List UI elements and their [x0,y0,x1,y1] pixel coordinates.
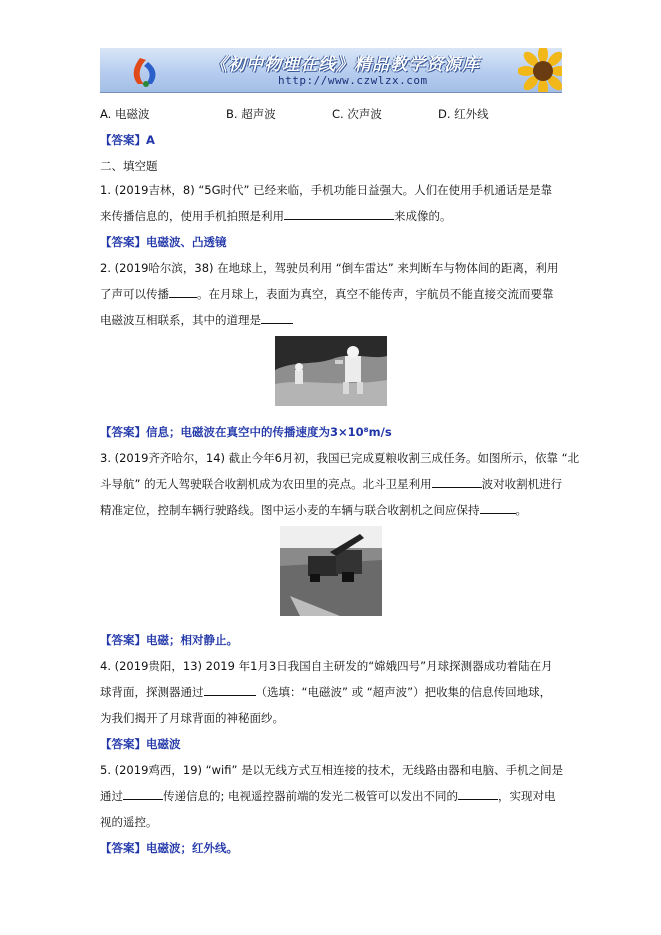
q2-blank-2 [261,313,293,324]
q3-line3: 精准定位，控制车辆行驶路线。图中运小麦的车辆与联合收割机之间应保持 。 [100,503,527,517]
q4-answer: 【答案】电磁波 [100,737,181,751]
q1-line2: 来传播信息的，使用手机拍照是利用 来成像的。 [100,209,452,223]
answer-0: 【答案】A [100,133,155,147]
q5-blank-2 [458,789,498,800]
q4-line1: 4. (2019贵阳，13) 2019 年1月3日我国自主研发的“嫦娥四号”月球探测器成功着陆在月 [100,659,553,673]
q3-line2: 斗导航” 的无人驾驶联合收割机成为农田里的亮点。北斗卫星利用 波对收割机进行 [100,477,563,491]
q3-blank-2 [480,503,516,514]
q3-blank-1 [432,477,482,488]
q1-blank-1 [284,209,394,220]
site-logo-icon [126,54,166,88]
option-a: A. 电磁波 [100,107,150,121]
sunflower-icon [518,48,562,93]
q1-answer: 【答案】电磁波、凸透镜 [100,235,227,249]
q2-line1: 2. (2019哈尔滨，38) 在地球上，驾驶员利用 “倒车雷达” 来判断车与物体间的距离，利用 [100,261,559,275]
q5-answer: 【答案】电磁波；红外线。 [100,841,238,855]
q2-blank-1 [169,287,197,298]
section-heading: 二、填空题 [100,159,158,173]
q3-line1: 3. (2019齐齐哈尔，14) 截止今年6月初，我国已完成夏粮收割三成任务。如图所示，依靠 “北 [100,451,580,465]
option-d: D. 红外线 [438,107,489,121]
banner-title: 《初中物理在线》精品教学资源库 [210,55,480,75]
q4-blank-1 [204,685,256,696]
q2-line2: 了声可以传播 。在月球上，表面为真空，真空不能传声，宇航员不能直接交流而要靠 [100,287,554,301]
q3-answer: 【答案】电磁；相对静止。 [100,633,238,647]
q5-line2: 通过 传递信息的; 电视遥控器前端的发光二极管可以发出不同的 ，实现对电 [100,789,556,803]
harvester-photo [280,526,382,616]
q5-line1: 5. (2019鸡西，19) “wifi” 是以无线方式互相连接的技术，无线路由器和电脑、手机之间是 [100,763,564,777]
q5-line3: 视的遥控。 [100,815,158,829]
q1-line1: 1. (2019吉林，8) “5G时代” 已经来临，手机功能日益强大。人们在使用手机通话是是靠 [100,183,553,197]
banner-url: http://www.czwlzx.com [278,74,428,87]
q4-line2: 球背面，探测器通过 （选填：“电磁波” 或 “超声波”）把收集的信息传回地球， [100,685,552,699]
q2-line3: 电磁波互相联系，其中的道理是 [100,312,293,328]
header-banner [100,48,562,93]
option-c: C. 次声波 [332,107,382,121]
q5-blank-1 [123,789,163,800]
q4-line3: 为我们揭开了月球背面的神秘面纱。 [100,711,284,725]
q2-answer: 【答案】信息；电磁波在真空中的传播速度为3×10⁸m/s [100,425,392,439]
option-b: B. 超声波 [226,107,276,121]
moon-astronaut-photo [275,336,387,406]
